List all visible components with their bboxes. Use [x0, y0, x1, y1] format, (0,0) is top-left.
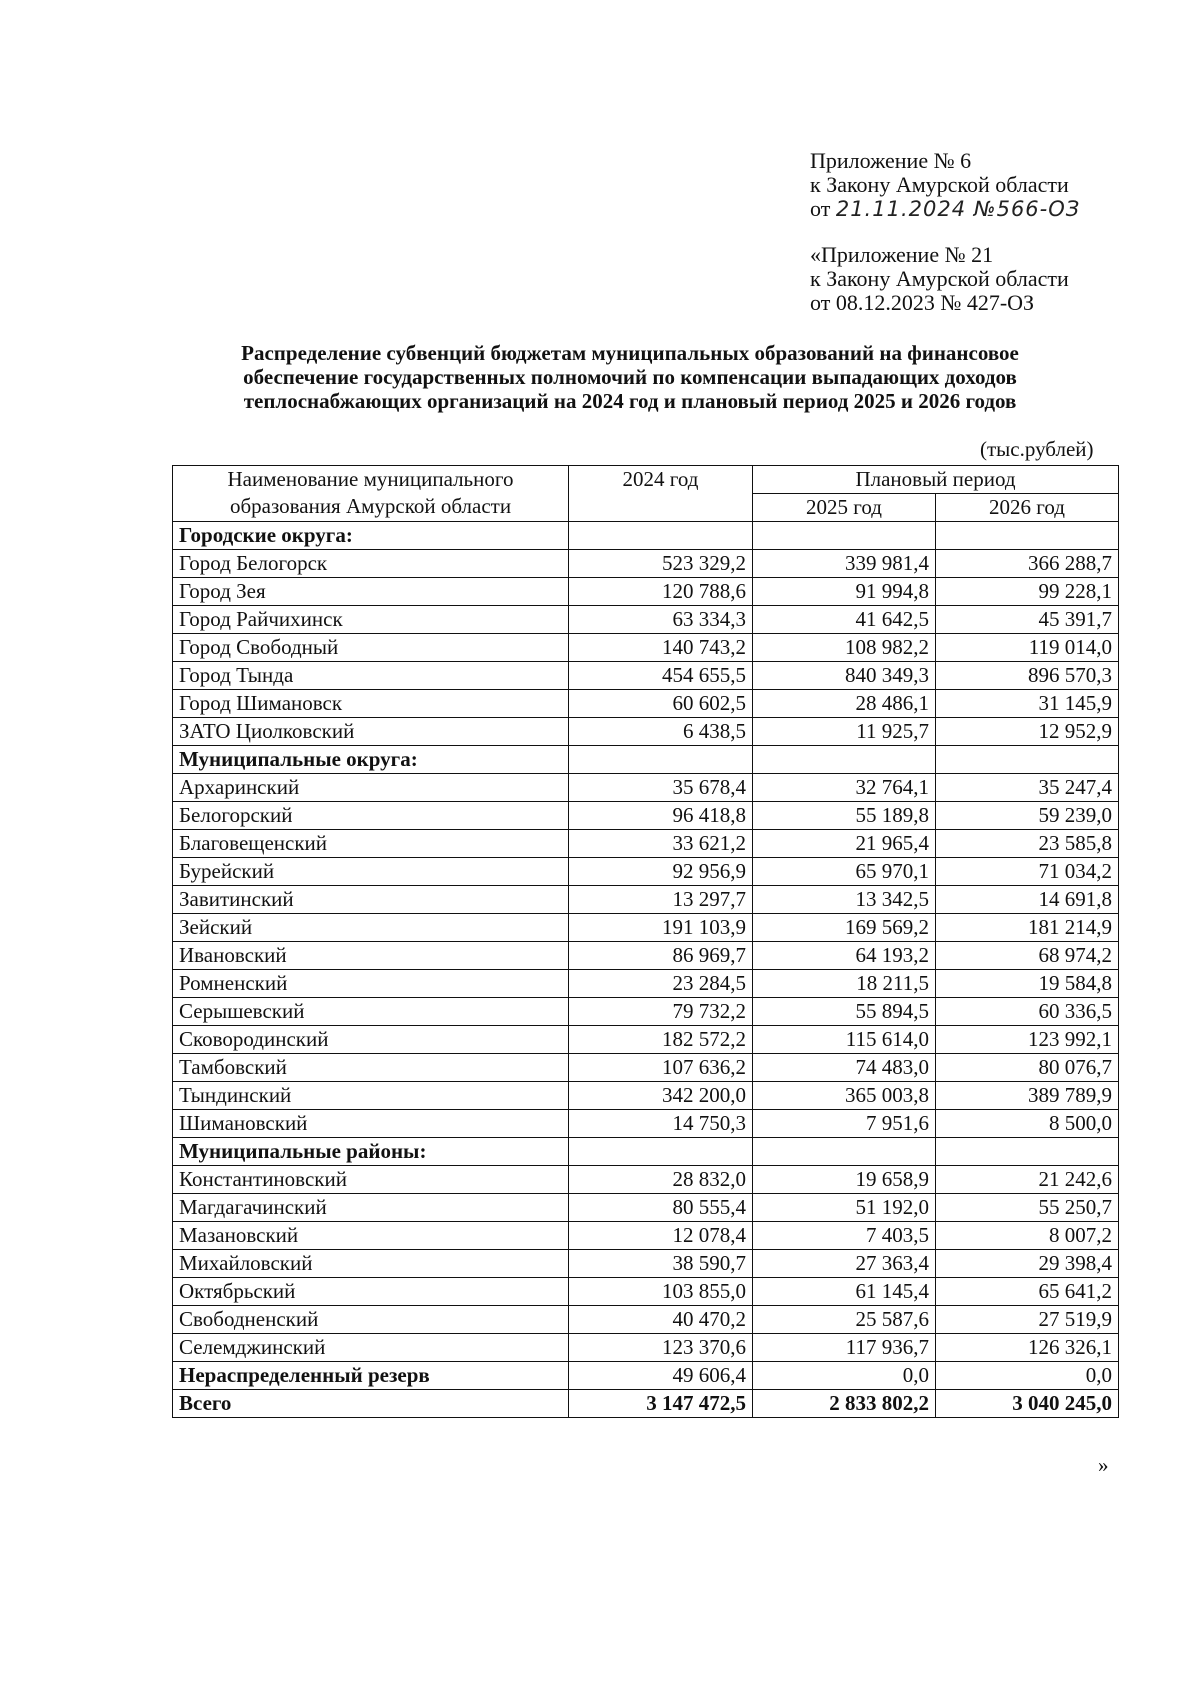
value-2025: 115 614,0: [753, 1026, 936, 1054]
municipality-name: Архаринский: [173, 774, 569, 802]
municipality-name: Город Шимановск: [173, 690, 569, 718]
value-2025: 25 587,6: [753, 1306, 936, 1334]
value-2024: 123 370,6: [569, 1334, 753, 1362]
table-row: [173, 718, 1119, 746]
header-2026: 2026 год: [936, 494, 1119, 522]
municipality-name: Сковородинский: [173, 1026, 569, 1054]
value-2025: 32 764,1: [753, 774, 936, 802]
value-2026: 23 585,8: [936, 830, 1119, 858]
table-row: [173, 1082, 1119, 1110]
value-2024: 120 788,6: [569, 578, 753, 606]
table-header-row-1: [173, 466, 1119, 494]
value-2025: 91 994,8: [753, 578, 936, 606]
table-body: [173, 522, 1119, 1418]
table-row: [173, 998, 1119, 1026]
municipality-name: Михайловский: [173, 1250, 569, 1278]
reserve-2025: 0,0: [753, 1362, 936, 1390]
value-2026: 55 250,7: [936, 1194, 1119, 1222]
value-2025: 41 642,5: [753, 606, 936, 634]
value-2025: 117 936,7: [753, 1334, 936, 1362]
total-2024: 3 147 472,5: [569, 1390, 753, 1418]
value-2024: 103 855,0: [569, 1278, 753, 1306]
appendix-old-line2: к Закону Амурской области: [810, 266, 1069, 291]
value-2025: 18 211,5: [753, 970, 936, 998]
table-row: [173, 1278, 1119, 1306]
table-row: [173, 690, 1119, 718]
appendix-new-block: [810, 149, 1080, 221]
value-2024: 79 732,2: [569, 998, 753, 1026]
empty-cell: [753, 1138, 936, 1166]
section-title: Городские округа:: [173, 522, 569, 550]
table-row: [173, 1250, 1119, 1278]
value-2026: 59 239,0: [936, 802, 1119, 830]
value-2025: 7 403,5: [753, 1222, 936, 1250]
header-planned-period: Плановый период: [753, 466, 1119, 494]
total-2026: 3 040 245,0: [936, 1390, 1119, 1418]
appendix-old-line1: «Приложение № 21: [810, 242, 994, 267]
value-2024: 13 297,7: [569, 886, 753, 914]
appendix-new-line2: к Закону Амурской области: [810, 172, 1069, 197]
table-row: [173, 1054, 1119, 1082]
table-row: [173, 1334, 1119, 1362]
value-2026: 60 336,5: [936, 998, 1119, 1026]
municipality-name: Завитинский: [173, 886, 569, 914]
subvention-table: [172, 465, 1119, 1418]
value-2026: 45 391,7: [936, 606, 1119, 634]
handwritten-date-number: 21.11.2024 №566-ОЗ: [835, 197, 1081, 221]
empty-cell: [569, 746, 753, 774]
empty-cell: [569, 522, 753, 550]
table-row: [173, 1306, 1119, 1334]
appendix-old-line3: от 08.12.2023 № 427-ОЗ: [810, 290, 1035, 315]
table-row: [173, 886, 1119, 914]
value-2026: 389 789,9: [936, 1082, 1119, 1110]
appendix-new-line1: Приложение № 6: [810, 148, 972, 173]
table-row: [173, 1222, 1119, 1250]
value-2024: 80 555,4: [569, 1194, 753, 1222]
table-row: [173, 942, 1119, 970]
total-label: Всего: [173, 1390, 569, 1418]
municipality-name: ЗАТО Циолковский: [173, 718, 569, 746]
value-2024: 92 956,9: [569, 858, 753, 886]
value-2025: 55 189,8: [753, 802, 936, 830]
section-header-row: [173, 1138, 1119, 1166]
table-row: [173, 662, 1119, 690]
empty-cell: [569, 1138, 753, 1166]
municipality-name: Октябрьский: [173, 1278, 569, 1306]
value-2024: 12 078,4: [569, 1222, 753, 1250]
municipality-name: Город Свободный: [173, 634, 569, 662]
header-2025: 2025 год: [753, 494, 936, 522]
municipality-name: Ивановский: [173, 942, 569, 970]
value-2024: 28 832,0: [569, 1166, 753, 1194]
value-2025: 28 486,1: [753, 690, 936, 718]
municipality-name: Благовещенский: [173, 830, 569, 858]
section-title: Муниципальные районы:: [173, 1138, 569, 1166]
value-2024: 35 678,4: [569, 774, 753, 802]
value-2024: 60 602,5: [569, 690, 753, 718]
total-row: [173, 1390, 1119, 1418]
municipality-name: Город Зея: [173, 578, 569, 606]
value-2025: 840 349,3: [753, 662, 936, 690]
municipality-name: Тамбовский: [173, 1054, 569, 1082]
value-2026: 71 034,2: [936, 858, 1119, 886]
value-2026: 31 145,9: [936, 690, 1119, 718]
value-2026: 19 584,8: [936, 970, 1119, 998]
empty-cell: [936, 522, 1119, 550]
value-2025: 19 658,9: [753, 1166, 936, 1194]
reserve-2024: 49 606,4: [569, 1362, 753, 1390]
value-2024: 454 655,5: [569, 662, 753, 690]
value-2024: 107 636,2: [569, 1054, 753, 1082]
empty-cell: [753, 746, 936, 774]
municipality-name: Белогорский: [173, 802, 569, 830]
value-2026: 29 398,4: [936, 1250, 1119, 1278]
table-row: [173, 858, 1119, 886]
appendix-new-line3: [810, 197, 1080, 221]
value-2024: 342 200,0: [569, 1082, 753, 1110]
title-line1: Распределение субвенций бюджетам муниципальных образований на финансовое: [241, 341, 1019, 365]
value-2024: 63 334,3: [569, 606, 753, 634]
value-2025: 27 363,4: [753, 1250, 936, 1278]
title-line2: обеспечение государственных полномочий по компенсации выпадающих доходов: [243, 365, 1017, 389]
empty-cell: [753, 522, 936, 550]
value-2025: 74 483,0: [753, 1054, 936, 1082]
value-2025: 11 925,7: [753, 718, 936, 746]
value-2026: 35 247,4: [936, 774, 1119, 802]
reserve-2026: 0,0: [936, 1362, 1119, 1390]
table-row: [173, 970, 1119, 998]
value-2024: 96 418,8: [569, 802, 753, 830]
value-2026: 181 214,9: [936, 914, 1119, 942]
empty-cell: [936, 1138, 1119, 1166]
municipality-name: Бурейский: [173, 858, 569, 886]
value-2024: 33 621,2: [569, 830, 753, 858]
value-2024: 14 750,3: [569, 1110, 753, 1138]
value-2024: 523 329,2: [569, 550, 753, 578]
reserve-row: [173, 1362, 1119, 1390]
value-2026: 65 641,2: [936, 1278, 1119, 1306]
value-2025: 51 192,0: [753, 1194, 936, 1222]
municipality-name: Селемджинский: [173, 1334, 569, 1362]
value-2026: 366 288,7: [936, 550, 1119, 578]
section-header-row: [173, 522, 1119, 550]
municipality-name: Тындинский: [173, 1082, 569, 1110]
closing-quote: »: [1098, 1453, 1109, 1477]
value-2025: 55 894,5: [753, 998, 936, 1026]
table-row: [173, 802, 1119, 830]
empty-cell: [936, 746, 1119, 774]
municipality-name: Город Райчихинск: [173, 606, 569, 634]
municipality-name: Зейский: [173, 914, 569, 942]
municipality-name: Город Тында: [173, 662, 569, 690]
appendix-new-date-prefix: от: [810, 196, 836, 221]
value-2024: 182 572,2: [569, 1026, 753, 1054]
table-row: [173, 550, 1119, 578]
section-title: Муниципальные округа:: [173, 746, 569, 774]
value-2025: 108 982,2: [753, 634, 936, 662]
value-2026: 99 228,1: [936, 578, 1119, 606]
value-2026: 8 007,2: [936, 1222, 1119, 1250]
table-row: [173, 1110, 1119, 1138]
table-row: [173, 606, 1119, 634]
value-2026: 21 242,6: [936, 1166, 1119, 1194]
header-name: Наименование муниципального образования Амурской области: [173, 466, 569, 522]
value-2025: 21 965,4: [753, 830, 936, 858]
table-row: [173, 774, 1119, 802]
value-2026: 896 570,3: [936, 662, 1119, 690]
value-2026: 80 076,7: [936, 1054, 1119, 1082]
value-2026: 123 992,1: [936, 1026, 1119, 1054]
value-2024: 23 284,5: [569, 970, 753, 998]
municipality-name: Свободненский: [173, 1306, 569, 1334]
header-2024: 2024 год: [569, 466, 753, 522]
total-2025: 2 833 802,2: [753, 1390, 936, 1418]
value-2025: 365 003,8: [753, 1082, 936, 1110]
reserve-label: Нераспределенный резерв: [173, 1362, 569, 1390]
value-2025: 13 342,5: [753, 886, 936, 914]
table-row: [173, 914, 1119, 942]
value-2026: 14 691,8: [936, 886, 1119, 914]
municipality-name: Константиновский: [173, 1166, 569, 1194]
value-2024: 40 470,2: [569, 1306, 753, 1334]
value-2025: 169 569,2: [753, 914, 936, 942]
value-2024: 86 969,7: [569, 942, 753, 970]
value-2024: 140 743,2: [569, 634, 753, 662]
municipality-name: Ромненский: [173, 970, 569, 998]
section-header-row: [173, 746, 1119, 774]
municipality-name: Город Белогорск: [173, 550, 569, 578]
municipality-name: Мазановский: [173, 1222, 569, 1250]
table-row: [173, 1166, 1119, 1194]
document-title: [150, 341, 1110, 413]
value-2026: 126 326,1: [936, 1334, 1119, 1362]
table-row: [173, 830, 1119, 858]
value-2026: 12 952,9: [936, 718, 1119, 746]
table-row: [173, 1026, 1119, 1054]
table-row: [173, 578, 1119, 606]
value-2025: 64 193,2: [753, 942, 936, 970]
value-2025: 339 981,4: [753, 550, 936, 578]
title-line3: теплоснабжающих организаций на 2024 год и плановый период 2025 и 2026 годов: [243, 389, 1017, 413]
municipality-name: Шимановский: [173, 1110, 569, 1138]
value-2026: 8 500,0: [936, 1110, 1119, 1138]
value-2024: 38 590,7: [569, 1250, 753, 1278]
value-2025: 7 951,6: [753, 1110, 936, 1138]
value-2026: 27 519,9: [936, 1306, 1119, 1334]
value-2026: 68 974,2: [936, 942, 1119, 970]
units-label: (тыс.рублей): [980, 437, 1094, 461]
table-row: [173, 634, 1119, 662]
appendix-old-block: [810, 243, 1069, 315]
municipality-name: Магдагачинский: [173, 1194, 569, 1222]
value-2024: 191 103,9: [569, 914, 753, 942]
municipality-name: Серышевский: [173, 998, 569, 1026]
value-2026: 119 014,0: [936, 634, 1119, 662]
value-2024: 6 438,5: [569, 718, 753, 746]
value-2025: 61 145,4: [753, 1278, 936, 1306]
value-2025: 65 970,1: [753, 858, 936, 886]
table-row: [173, 1194, 1119, 1222]
